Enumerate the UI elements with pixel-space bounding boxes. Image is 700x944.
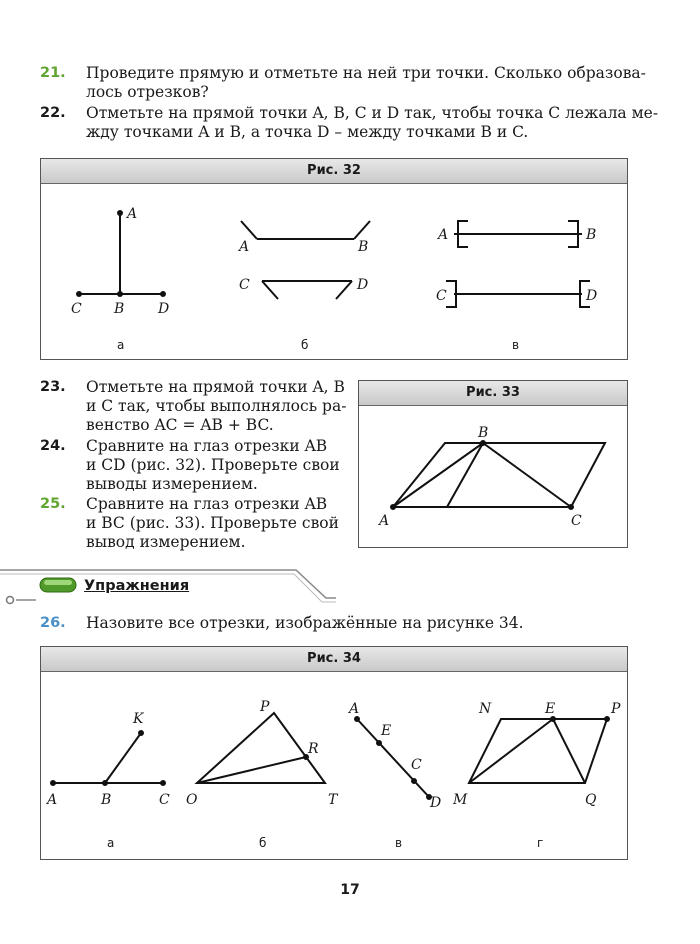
fig34-part-b xyxy=(186,699,339,850)
point-label: A xyxy=(349,701,360,717)
task-text: Отметьте на прямой точки A, B, C и D так, чтобы точка C лежала ме- жду точками A и B, а точка D – между точками B и C. xyxy=(86,104,659,141)
task-26 xyxy=(40,614,660,634)
figure-title: Рис. 33 xyxy=(359,381,627,406)
task-number: 26. xyxy=(40,615,66,631)
fig32-part-b xyxy=(237,221,370,352)
task-text: Проведите прямую и отметьте на ней три точки. Сколько образова- лось отрезков? xyxy=(86,64,646,101)
fig34-part-c xyxy=(347,701,441,850)
point-label: D xyxy=(158,301,170,317)
figure-33-drawing xyxy=(359,405,627,547)
point-label: P xyxy=(260,699,270,715)
task-number: 21. xyxy=(40,65,66,81)
page-number: 17 xyxy=(340,882,360,898)
point-label: A xyxy=(438,227,449,243)
point-label: D xyxy=(430,795,442,811)
fig32-part-a xyxy=(71,206,169,352)
task-21 xyxy=(40,64,660,104)
point-label: D xyxy=(357,277,369,293)
sublabel: г xyxy=(537,836,544,850)
fig34-part-d xyxy=(452,701,621,850)
point-label: P xyxy=(611,701,621,717)
sublabel: в xyxy=(512,338,520,352)
task-number: 22. xyxy=(40,105,66,121)
figure-33 xyxy=(358,380,628,548)
point-label: A xyxy=(379,513,390,529)
point-label: C xyxy=(571,513,582,529)
point-label: C xyxy=(436,288,447,304)
task-number: 25. xyxy=(40,496,66,512)
figure-title: Рис. 34 xyxy=(41,647,627,672)
point-label: B xyxy=(114,301,125,317)
point-label: K xyxy=(133,711,144,727)
figure-34-drawing xyxy=(41,671,627,859)
sublabel: а xyxy=(107,836,115,850)
sublabel: а xyxy=(117,338,125,352)
point-label: C xyxy=(71,301,82,317)
point-label: E xyxy=(381,723,392,739)
point-label: B xyxy=(358,239,369,255)
figure-32 xyxy=(40,158,628,360)
point-label: D xyxy=(586,288,598,304)
sublabel: б xyxy=(301,338,309,352)
point-label: C xyxy=(239,277,250,293)
figure-34 xyxy=(40,646,628,860)
fig32-part-c xyxy=(436,221,597,352)
point-label: A xyxy=(127,206,138,222)
point-label: N xyxy=(479,701,492,717)
figure-32-drawing xyxy=(41,183,627,359)
point-label: A xyxy=(239,239,250,255)
task-23 xyxy=(40,378,350,436)
figure-title: Рис. 32 xyxy=(41,159,627,184)
point-label: R xyxy=(308,741,319,757)
section-title: Упражнения xyxy=(84,578,190,594)
task-text: Назовите все отрезки, изображённые на рисунке 34. xyxy=(86,614,524,632)
point-label: Q xyxy=(585,792,597,808)
sublabel: б xyxy=(259,836,267,850)
task-24 xyxy=(40,437,350,495)
task-text: Сравните на глаз отрезки AB и CD (рис. 32). Проверьте свои выводы измерением. xyxy=(86,437,340,493)
point-label: O xyxy=(186,792,198,808)
task-number: 24. xyxy=(40,438,66,454)
point-label: A xyxy=(47,792,58,808)
task-number: 23. xyxy=(40,379,66,395)
fig34-part-a xyxy=(45,711,170,850)
point-label: B xyxy=(101,792,112,808)
task-22 xyxy=(40,104,660,144)
sublabel: в xyxy=(395,836,403,850)
point-label: C xyxy=(411,757,422,773)
point-label: T xyxy=(328,792,338,808)
point-label: E xyxy=(545,701,556,717)
point-label: M xyxy=(453,792,468,808)
point-label: B xyxy=(478,425,489,441)
point-label: C xyxy=(159,792,170,808)
task-25 xyxy=(40,495,350,553)
point-label: B xyxy=(586,227,597,243)
task-text: Отметьте на прямой точки A, B и C так, чтобы выполнялось ра- венство AC = AB + BC. xyxy=(86,378,347,434)
task-text: Сравните на глаз отрезки AB и BC (рис. 33). Проверьте свой вывод измерением. xyxy=(86,495,339,551)
